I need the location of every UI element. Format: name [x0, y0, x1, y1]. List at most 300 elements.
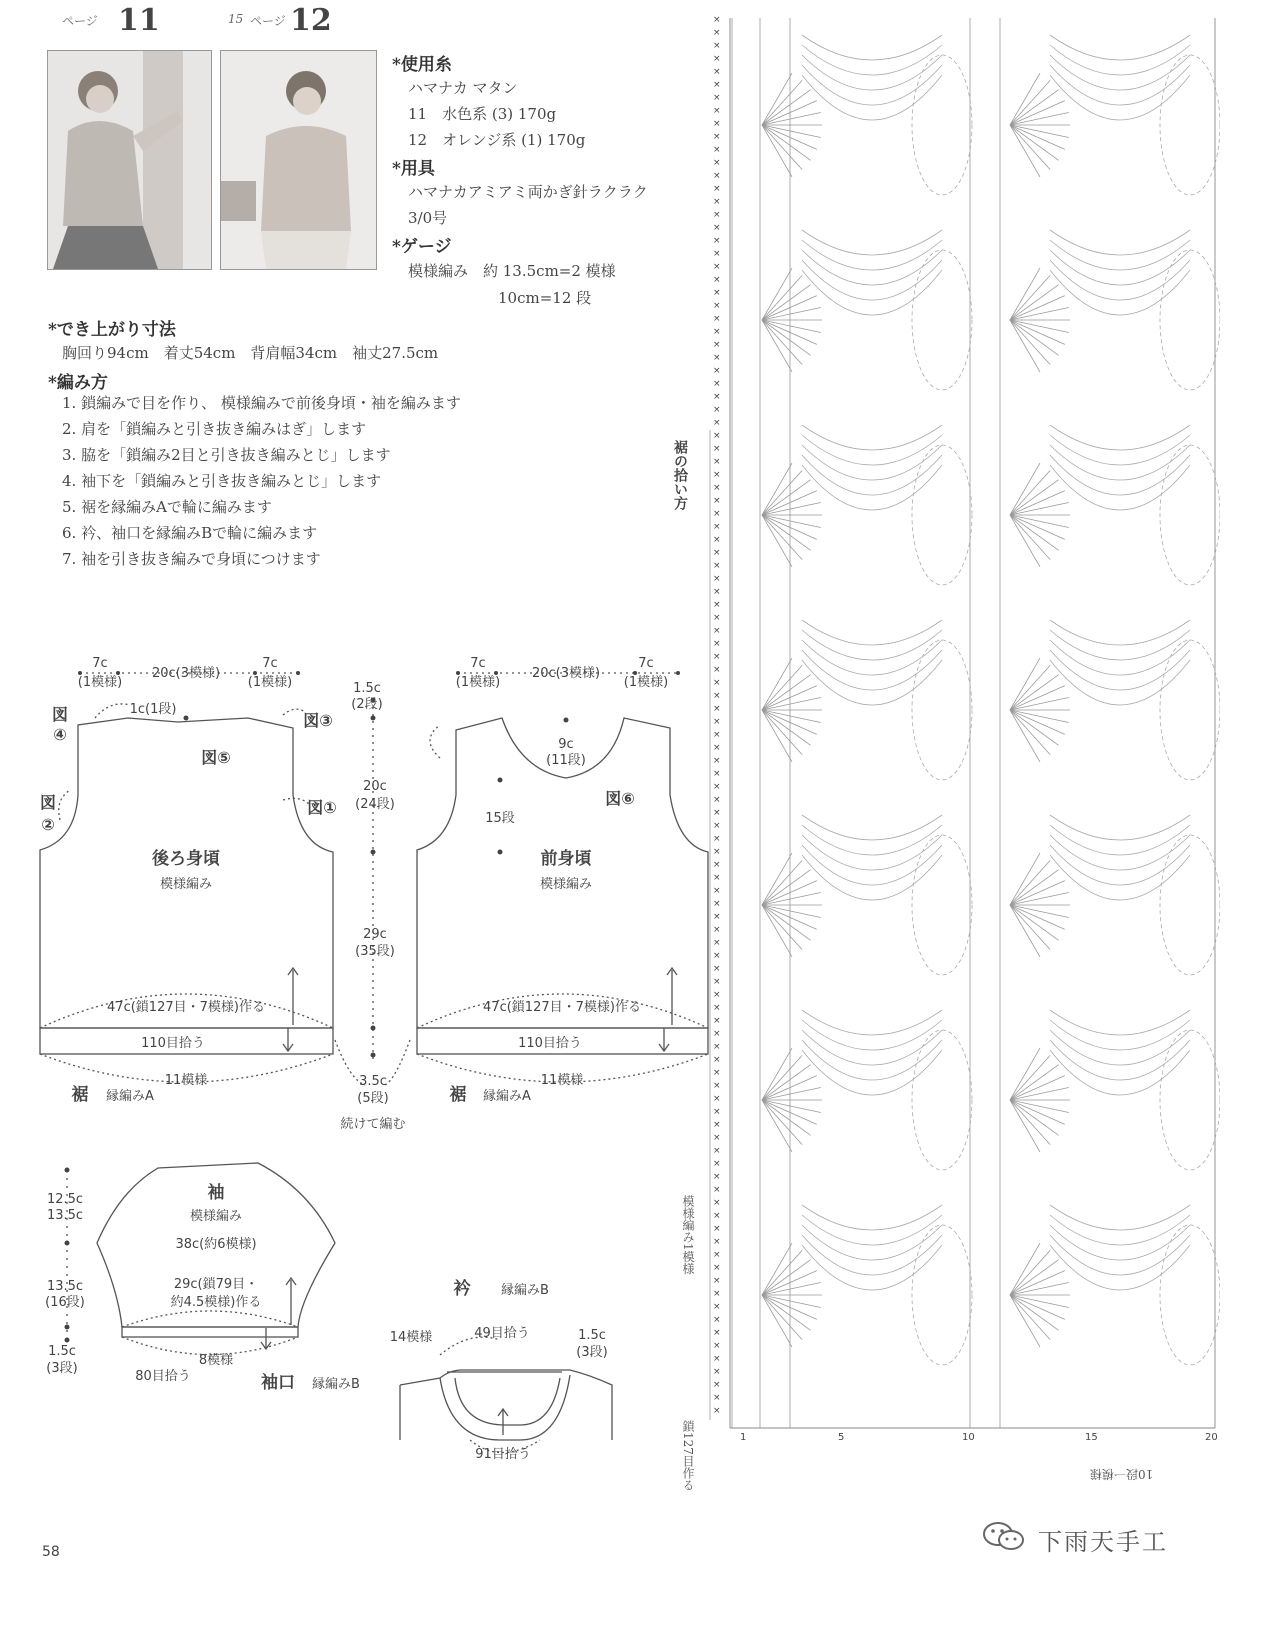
chart-chain-loop	[912, 445, 972, 585]
chart-edge-stitch: ×	[713, 808, 721, 818]
method-step: 5. 裾を縁編みAで輪に編みます	[62, 498, 272, 516]
chart-fan-stitch	[762, 268, 792, 320]
front-stitch: 模様編み	[539, 877, 593, 892]
page-ref-12-label: ページ	[250, 14, 286, 28]
chart-side-label-top-text: 裾の拾い方	[672, 440, 688, 510]
model-photo-12	[220, 50, 377, 270]
chart-arch-stitch	[1050, 465, 1190, 510]
chart-fan-stitch	[1010, 275, 1050, 320]
chart-edge-stitch: ×	[713, 535, 721, 545]
chart-fan-stitch	[1010, 1243, 1040, 1295]
chart-edge-stitch: ×	[713, 119, 721, 129]
chart-edge-stitch: ×	[713, 1328, 721, 1338]
chart-edge-stitch: ×	[713, 470, 721, 480]
chart-edge-stitch: ×	[713, 223, 721, 233]
method-step: 2. 肩を「鎖編みと引き抜き編みはぎ」します	[62, 420, 367, 438]
chart-chain-loop	[1160, 1225, 1220, 1365]
chart-edge-stitch: ×	[713, 613, 721, 623]
method-title: *編み方	[48, 373, 108, 393]
chart-edge-stitch: ×	[713, 548, 721, 558]
chart-edge-stitch: ×	[713, 1354, 721, 1364]
back-fig4: 図	[51, 705, 69, 724]
chart-edge-stitch: ×	[713, 158, 721, 168]
chart-arch-stitch	[802, 425, 942, 450]
sleeve-pick: 80目拾う	[135, 1369, 191, 1384]
sleeve-body-height: 13.5c	[46, 1279, 84, 1294]
back-hem-repeat: 11模様	[164, 1073, 208, 1088]
chart-edge-stitch: ×	[713, 1224, 721, 1234]
chart-edge-stitch: ×	[713, 860, 721, 870]
chart-chain-loop	[1160, 55, 1220, 195]
v-hem-rows: (5段)	[357, 1091, 389, 1106]
chart-arch-stitch	[802, 845, 942, 885]
chart-edge-stitch: ×	[713, 275, 721, 285]
chart-arch-stitch	[802, 815, 942, 840]
chart-col-15: 15	[1085, 1432, 1098, 1443]
back-fig2-num: ②	[41, 815, 55, 834]
chart-fan-stitch	[762, 710, 817, 734]
chart-arch-stitch	[802, 65, 942, 105]
chart-arch-stitch	[802, 1205, 942, 1230]
chart-edge-stitch: ×	[713, 301, 721, 311]
chart-fan-stitch	[1010, 710, 1040, 762]
chart-chain-loop	[1160, 445, 1220, 585]
chart-edge-stitch: ×	[713, 1159, 721, 1169]
back-chain: 47c(鎖127目・7模様)作る	[107, 1000, 265, 1015]
chart-edge-stitch: ×	[713, 1393, 721, 1403]
chart-edge-stitch: ×	[713, 353, 721, 363]
chart-col-1: 1	[740, 1432, 747, 1443]
chart-edge-stitch: ×	[713, 1276, 721, 1286]
front-fig6: 図⑥	[605, 789, 635, 808]
back-top-left-sub: (1模様)	[77, 675, 123, 690]
wechat-icon	[980, 1520, 1028, 1552]
chart-arch-stitch	[1050, 650, 1190, 690]
chart-fan-stitch	[1010, 296, 1065, 320]
chart-edge-stitch: ×	[713, 639, 721, 649]
chart-fan-stitch	[1010, 268, 1040, 320]
front-top-left: 7c	[470, 656, 486, 671]
chart-edge-stitch: ×	[713, 145, 721, 155]
chart-edge-stitch: ×	[713, 925, 721, 935]
model-photo-11	[47, 50, 212, 270]
chart-fan-stitch	[1010, 881, 1065, 905]
chart-edge-stitch: ×	[713, 665, 721, 675]
chart-edge-stitch: ×	[713, 1133, 721, 1143]
chart-arch-stitch	[802, 660, 942, 705]
chart-fan-stitch	[762, 491, 817, 515]
back-fig1: 図①	[307, 798, 337, 817]
chart-arch-stitch	[1050, 1010, 1190, 1035]
chart-edge-stitch: ×	[713, 574, 721, 584]
sleeve-cap-rows: 13.5c	[46, 1208, 84, 1223]
chart-arch-stitch	[1050, 1205, 1190, 1230]
chart-row-note: 10段一模様	[1090, 1467, 1154, 1481]
chart-edge-stitch: ×	[713, 899, 721, 909]
front-hem-label: 裾	[449, 1085, 467, 1105]
chart-fan-stitch	[762, 905, 802, 950]
chart-fan-stitch	[1010, 80, 1050, 125]
back-hem-label: 裾	[71, 1085, 89, 1105]
chart-fan-stitch	[762, 1055, 802, 1100]
chart-edge-stitch: ×	[713, 28, 721, 38]
chart-arch-stitch	[802, 855, 942, 900]
collar-repeat: 14模様	[389, 1330, 433, 1345]
chart-edge-stitch: ×	[713, 522, 721, 532]
sleeve-cap-height: 12.5c	[46, 1192, 84, 1207]
page-ref-12: 12	[290, 3, 332, 38]
chart-edge-stitch: ×	[713, 418, 721, 428]
chart-edge-stitch: ×	[713, 509, 721, 519]
back-hem-stitch: 縁編みA	[106, 1089, 154, 1104]
chart-edge-stitch: ×	[713, 1237, 721, 1247]
chart-edge-stitch: ×	[713, 847, 721, 857]
chart-edge-stitch: ×	[713, 782, 721, 792]
chart-edge-stitch: ×	[713, 912, 721, 922]
chart-fan-stitch	[762, 1100, 817, 1124]
chart-arch-stitch	[802, 75, 942, 120]
chart-arch-stitch	[1050, 1245, 1190, 1290]
chart-edge-stitch: ×	[713, 1185, 721, 1195]
chart-edge-stitch: ×	[713, 1406, 721, 1416]
gauge-title: *ゲージ	[392, 237, 452, 257]
chart-fan-stitch	[1010, 463, 1040, 515]
chart-arch-stitch	[1050, 855, 1190, 900]
chart-chain-loop	[912, 640, 972, 780]
chart-chain-loop	[1160, 1030, 1220, 1170]
chart-edge-stitch: ×	[713, 15, 721, 25]
chart-fan-stitch	[1010, 1100, 1040, 1152]
chart-chain-loop	[1160, 640, 1220, 780]
chart-edge-stitch: ×	[713, 1211, 721, 1221]
chart-chain-loop	[1160, 835, 1220, 975]
chart-edge-stitch: ×	[713, 236, 721, 246]
chart-fan-stitch	[1010, 320, 1040, 372]
chart-edge-stitch: ×	[713, 1107, 721, 1117]
collar-title: 衿	[453, 1279, 471, 1299]
back-pick: 110目拾う	[141, 1036, 205, 1051]
front-top-left-sub: (1模様)	[455, 675, 501, 690]
chart-edge-stitch: ×	[713, 873, 721, 883]
chart-fan-stitch	[1010, 710, 1050, 755]
chart-fan-stitch	[762, 515, 802, 560]
cuff-label: 袖口	[261, 1373, 295, 1393]
chart-fan-stitch	[1010, 1100, 1065, 1124]
chart-chain-loop	[912, 1225, 972, 1365]
chart-edge-stitch: ×	[713, 1016, 721, 1026]
stitch-chart	[700, 0, 1220, 1500]
chart-edge-stitch: ×	[713, 366, 721, 376]
chart-edge-stitch: ×	[713, 1055, 721, 1065]
chart-fan-stitch	[762, 515, 817, 539]
chart-arch-stitch	[1050, 260, 1190, 300]
collar-depth: 1.5c	[578, 1328, 606, 1343]
chart-fan-stitch	[762, 905, 817, 929]
chart-edge-stitch: ×	[713, 1380, 721, 1390]
chart-edge-stitch: ×	[713, 327, 721, 337]
chart-edge-stitch: ×	[713, 990, 721, 1000]
back-top-mid: 20c(3模様)	[151, 666, 221, 681]
chart-arch-stitch	[1050, 270, 1190, 315]
sleeve-cuff-rows: (3段)	[46, 1361, 78, 1376]
chart-edge-stitch: ×	[713, 431, 721, 441]
chart-edge-stitch: ×	[713, 405, 721, 415]
yarn-11: 11 水色系 (3) 170g	[408, 105, 557, 123]
chart-fan-stitch	[762, 658, 792, 710]
chart-edge-stitch: ×	[713, 392, 721, 402]
sleeve-body-rows: (16段)	[45, 1295, 85, 1310]
front-top-right: 7c	[638, 656, 654, 671]
chart-edge-stitch: ×	[713, 964, 721, 974]
chart-edge-stitch: ×	[713, 210, 721, 220]
chart-arch-stitch	[802, 650, 942, 690]
chart-col-20: 20	[1205, 1432, 1218, 1443]
chart-fan-stitch	[1010, 515, 1050, 560]
chart-fan-stitch	[762, 665, 802, 710]
method-step: 4. 袖下を「鎖編みと引き抜き編みとじ」します	[62, 472, 382, 490]
chart-arch-stitch	[802, 465, 942, 510]
chart-fan-stitch	[762, 320, 802, 365]
chart-arch-stitch	[1050, 620, 1190, 645]
chart-fan-stitch	[1010, 1295, 1050, 1340]
chart-fan-stitch	[762, 1295, 817, 1319]
chart-fan-stitch	[762, 515, 792, 567]
chart-edge-stitch: ×	[713, 262, 721, 272]
chart-fan-stitch	[762, 80, 802, 125]
chart-edge-stitch: ×	[713, 1315, 721, 1325]
front-chain: 47c(鎖127目・7模様)作る	[483, 1000, 641, 1015]
chart-fan-stitch	[762, 463, 792, 515]
tools-title: *用具	[392, 159, 435, 179]
tools-line1: ハマナカアミアミ両かぎ針ラクラク	[408, 183, 648, 201]
collar-pick-bottom: 91目拾う	[475, 1447, 531, 1462]
chart-arch-stitch	[1050, 455, 1190, 495]
chart-arch-stitch	[1050, 425, 1190, 450]
back-top-right-sub: (1模様)	[247, 675, 293, 690]
chart-edge-stitch: ×	[713, 444, 721, 454]
chart-fan-stitch	[1010, 515, 1040, 567]
chart-fan-stitch	[1010, 470, 1050, 515]
cuff-stitch: 縁編みB	[312, 1377, 360, 1392]
chart-edge-stitch: ×	[713, 756, 721, 766]
chart-edge-stitch: ×	[713, 704, 721, 714]
chart-arch-stitch	[802, 1245, 942, 1290]
back-top-left: 7c	[92, 656, 108, 671]
chart-fan-stitch	[762, 320, 792, 372]
chart-fan-stitch	[1010, 1295, 1040, 1347]
chart-arch-stitch	[802, 620, 942, 645]
chart-edge-stitch: ×	[713, 1068, 721, 1078]
chart-edge-stitch: ×	[713, 41, 721, 51]
chart-edge-stitch: ×	[713, 1250, 721, 1260]
chart-fan-stitch	[762, 73, 792, 125]
page-ref-12-prefix: 15	[228, 12, 244, 26]
chart-fan-stitch	[762, 320, 817, 344]
chart-col-5: 5	[838, 1432, 845, 1443]
chart-fan-stitch	[1010, 1048, 1040, 1100]
page-number: 58	[42, 1544, 60, 1560]
chart-edge-stitch: ×	[713, 1341, 721, 1351]
chart-fan-stitch	[762, 1250, 802, 1295]
back-title: 後ろ身頃	[152, 849, 220, 869]
v-shoulder: 1.5c	[353, 681, 381, 696]
front-neck-rows: (11段)	[546, 753, 586, 768]
front-pick: 110目拾う	[518, 1036, 582, 1051]
front-hem-repeat: 11模様	[540, 1073, 584, 1088]
chart-edge-stitch: ×	[713, 691, 721, 701]
method-step: 7. 袖を引き抜き編みで身頃につけます	[62, 550, 321, 568]
chart-edge-stitch: ×	[713, 54, 721, 64]
chart-fan-stitch	[762, 710, 792, 762]
chart-arch-stitch	[802, 230, 942, 255]
schematic-diagrams	[0, 640, 720, 1480]
page-ref-11-label: ページ	[62, 14, 98, 28]
chart-fan-stitch	[762, 905, 792, 957]
back-fig5: 図⑤	[201, 748, 231, 767]
chart-arch-stitch	[802, 1050, 942, 1095]
chart-arch-stitch	[802, 270, 942, 315]
v-shoulder-rows: (2段)	[351, 697, 383, 712]
chart-chain-loop	[912, 250, 972, 390]
chart-edge-stitch: ×	[713, 795, 721, 805]
method-step: 3. 脇を「鎖編み2目と引き抜き編みとじ」します	[62, 446, 391, 464]
chart-edge-stitch: ×	[713, 886, 721, 896]
chart-chain-loop	[1160, 250, 1220, 390]
chart-edge-stitch: ×	[713, 249, 721, 259]
chart-fan-stitch	[1010, 905, 1065, 929]
chart-fan-stitch	[1010, 710, 1065, 734]
v-body: 29c	[363, 927, 387, 942]
watermark: 下雨天手工	[1038, 1528, 1168, 1556]
chart-side-label-bottom-text: 鎖127目作る	[681, 1420, 695, 1491]
chart-edge-stitch: ×	[713, 1042, 721, 1052]
chart-fan-stitch	[1010, 125, 1065, 149]
chart-edge-stitch: ×	[713, 93, 721, 103]
chart-side-label-top	[670, 440, 700, 530]
chart-edge-stitch: ×	[713, 132, 721, 142]
chart-edge-stitch: ×	[713, 730, 721, 740]
chart-edge-stitch: ×	[713, 600, 721, 610]
collar-stitch: 縁編みB	[501, 1283, 549, 1298]
chart-fan-stitch	[762, 860, 802, 905]
tools-line2: 3/0号	[408, 209, 448, 227]
chart-edge-stitch: ×	[713, 678, 721, 688]
method-steps	[62, 390, 461, 572]
chart-fan-stitch	[1010, 125, 1040, 177]
chart-edge-stitch: ×	[713, 717, 721, 727]
sleeve-title: 袖	[207, 1183, 225, 1203]
v-armhole: 20c	[363, 779, 387, 794]
chart-arch-stitch	[1050, 1050, 1190, 1095]
chart-edge-stitch: ×	[713, 821, 721, 831]
gauge-line2: 10cm=12 段	[498, 289, 592, 307]
chart-edge-stitch: ×	[713, 1289, 721, 1299]
chart-arch-stitch	[1050, 35, 1190, 60]
chart-fan-stitch	[762, 125, 817, 149]
chart-edge-stitch: ×	[713, 1146, 721, 1156]
chart-fan-stitch	[762, 470, 802, 515]
chart-edge-stitch: ×	[713, 1172, 721, 1182]
chart-arch-stitch	[802, 1235, 942, 1275]
method-step: 1. 鎖編みで目を作り、 模様編みで前後身頃・袖を編みます	[62, 394, 461, 412]
chart-side-label-mid-text: 模様編み1模様	[681, 1195, 695, 1275]
chart-fan-stitch	[762, 1271, 817, 1295]
chart-edge-stitch: ×	[713, 561, 721, 571]
v-armhole-rows: (24段)	[355, 797, 395, 812]
back-fig4-num: ④	[53, 725, 67, 744]
chart-edge-stitch: ×	[713, 67, 721, 77]
v-body-rows: (35段)	[355, 944, 395, 959]
chart-edge-stitch: ×	[713, 1081, 721, 1091]
chart-fan-stitch	[1010, 101, 1065, 125]
sleeve-stitch: 模様編み	[189, 1209, 243, 1224]
chart-fan-stitch	[762, 1048, 792, 1100]
chart-col-10: 10	[962, 1432, 975, 1443]
chart-arch-stitch	[802, 1040, 942, 1080]
collar-pick-top: 49目拾う	[474, 1326, 530, 1341]
chart-fan-stitch	[1010, 1250, 1050, 1295]
yarn-brand: ハマナカ マタン	[408, 79, 518, 97]
chart-fan-stitch	[1010, 320, 1065, 344]
chart-fan-stitch	[762, 710, 802, 755]
chart-edge-stitch: ×	[713, 938, 721, 948]
chart-edge-stitch: ×	[713, 652, 721, 662]
chart-fan-stitch	[1010, 515, 1065, 539]
finished-dims: 胸回り94cm 着丈54cm 背肩幅34cm 袖丈27.5cm	[62, 344, 439, 362]
sleeve-cuff-repeat: 8模様	[198, 1353, 234, 1368]
chart-edge-stitch: ×	[713, 171, 721, 181]
chart-fan-stitch	[762, 1076, 817, 1100]
chart-chain-loop	[912, 1030, 972, 1170]
chart-fan-stitch	[1010, 320, 1050, 365]
chart-fan-stitch	[1010, 1055, 1050, 1100]
chart-fan-stitch	[1010, 491, 1065, 515]
back-stitch: 模様編み	[159, 877, 213, 892]
chart-fan-stitch	[762, 686, 817, 710]
chart-edge-stitch: ×	[713, 184, 721, 194]
chart-edge-stitch: ×	[713, 587, 721, 597]
chart-arch-stitch	[1050, 1235, 1190, 1275]
collar-depth-rows: (3段)	[576, 1345, 608, 1360]
chart-arch-stitch	[1050, 1040, 1190, 1080]
chart-fan-stitch	[1010, 125, 1050, 170]
chart-arch-stitch	[1050, 815, 1190, 840]
chart-fan-stitch	[1010, 905, 1040, 957]
chart-arch-stitch	[1050, 230, 1190, 255]
chart-fan-stitch	[1010, 1100, 1050, 1145]
chart-edge-stitch: ×	[713, 288, 721, 298]
chart-edge-stitch: ×	[713, 80, 721, 90]
chart-edge-stitch: ×	[713, 626, 721, 636]
chart-fan-stitch	[762, 101, 817, 125]
chart-arch-stitch	[1050, 845, 1190, 885]
chart-edge-stitch: ×	[713, 1029, 721, 1039]
sleeve-cuff-height: 1.5c	[48, 1344, 76, 1359]
chart-fan-stitch	[762, 125, 802, 170]
chart-edge-stitch: ×	[713, 1302, 721, 1312]
gauge-line1: 模様編み 約 13.5cm=2 模様	[408, 262, 616, 280]
front-top-mid: 20c(3模様)	[531, 666, 601, 681]
front-neck-width: 9c	[558, 737, 574, 752]
chart-fan-stitch	[1010, 905, 1050, 950]
chart-fan-stitch	[1010, 73, 1040, 125]
back-fig2: 図	[39, 793, 57, 812]
page-ref-11: 11	[118, 3, 160, 38]
chart-edge-stitch: ×	[713, 1367, 721, 1377]
chart-edge-stitch: ×	[713, 314, 721, 324]
chart-fan-stitch	[762, 1100, 792, 1152]
chart-arch-stitch	[802, 455, 942, 495]
